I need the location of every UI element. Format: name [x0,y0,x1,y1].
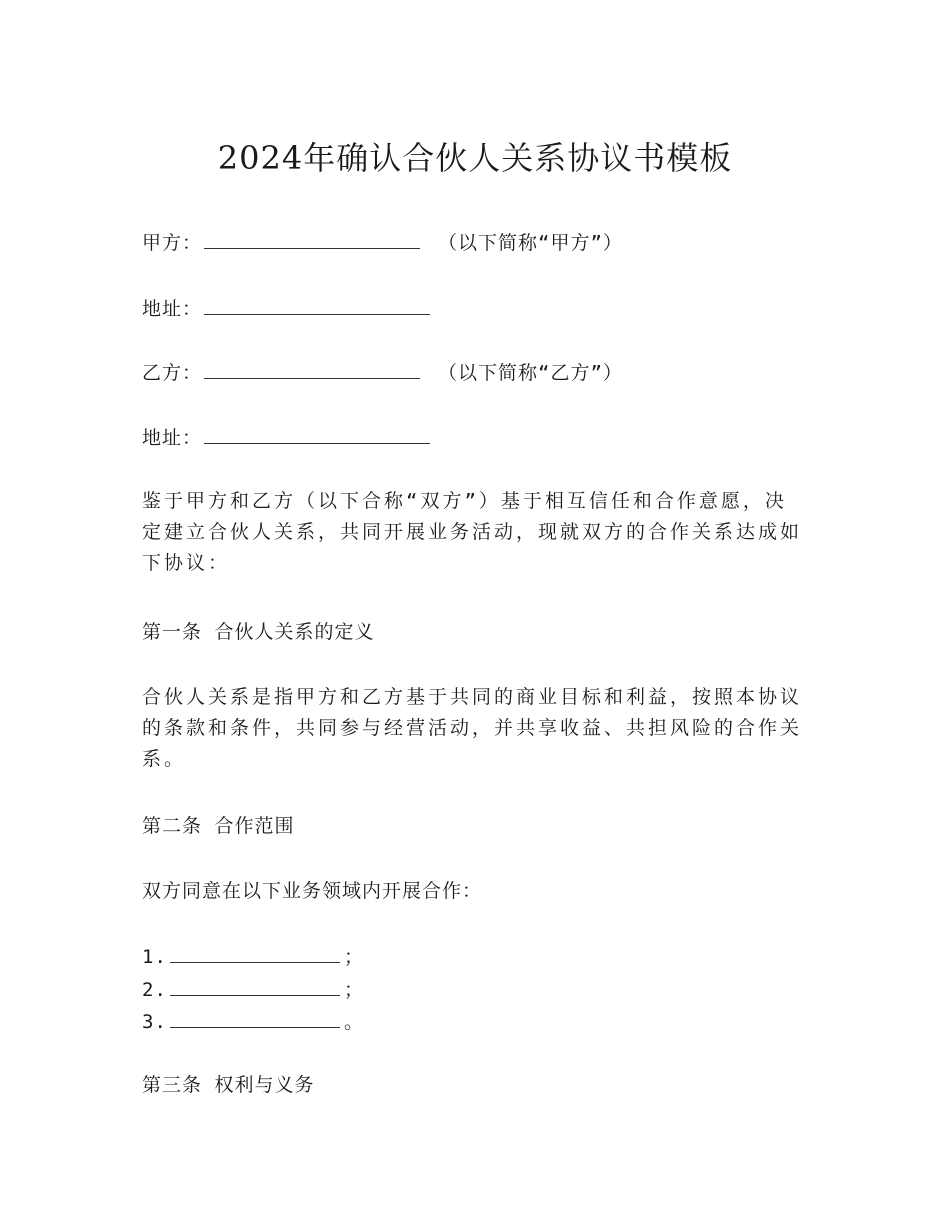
address-a-blank[interactable] [204,296,430,315]
party-b-note: （以下简称“乙方”） [438,362,623,384]
scope-item-end: ； [344,979,365,1001]
scope-item-2 [142,977,364,1003]
party-b-label: 乙方： [142,362,203,384]
scope-item-blank[interactable] [170,1009,340,1028]
article2-intro: 双方同意在以下业务领域内开展合作： [142,880,483,902]
preamble-paragraph: 鉴于甲方和乙方（以下合称“双方”）基于相互信任和合作意愿，决定建立合伙人关系，共同开展业务活动，现就双方的合作关系达成如下协议： [142,490,803,574]
address-b-line [142,425,434,451]
party-a-label: 甲方： [142,232,203,254]
document-title: 2024年确认合伙人关系协议书模板 [217,139,733,177]
scope-item-number: 1. [142,946,167,968]
scope-item-number: 2. [142,979,167,1001]
party-b-line [142,360,623,386]
scope-item-1 [142,944,364,970]
scope-item-blank[interactable] [170,944,340,963]
party-a-line [142,230,623,256]
article1-body: 合伙人关系是指甲方和乙方基于共同的商业目标和利益，按照本协议的条款和条件，共同参与经营活动，并共享收益、共担风险的合作关系。 [142,686,803,770]
party-a-blank[interactable] [204,230,420,249]
article3-heading: 第三条 权利与义务 [142,1074,315,1096]
party-a-note: （以下简称“甲方”） [438,232,623,254]
address-a-line [142,296,434,322]
article2-heading: 第二条 合作范围 [142,815,295,837]
scope-item-end: 。 [344,1011,365,1033]
party-b-blank[interactable] [204,360,420,379]
scope-item-blank[interactable] [170,977,340,996]
scope-item-3 [142,1009,364,1035]
article1-heading: 第一条 合伙人关系的定义 [142,621,375,643]
scope-item-end: ； [344,946,365,968]
scope-item-number: 3. [142,1011,167,1033]
address-b-label: 地址： [142,427,203,449]
address-a-label: 地址： [142,298,203,320]
address-b-blank[interactable] [204,425,430,444]
